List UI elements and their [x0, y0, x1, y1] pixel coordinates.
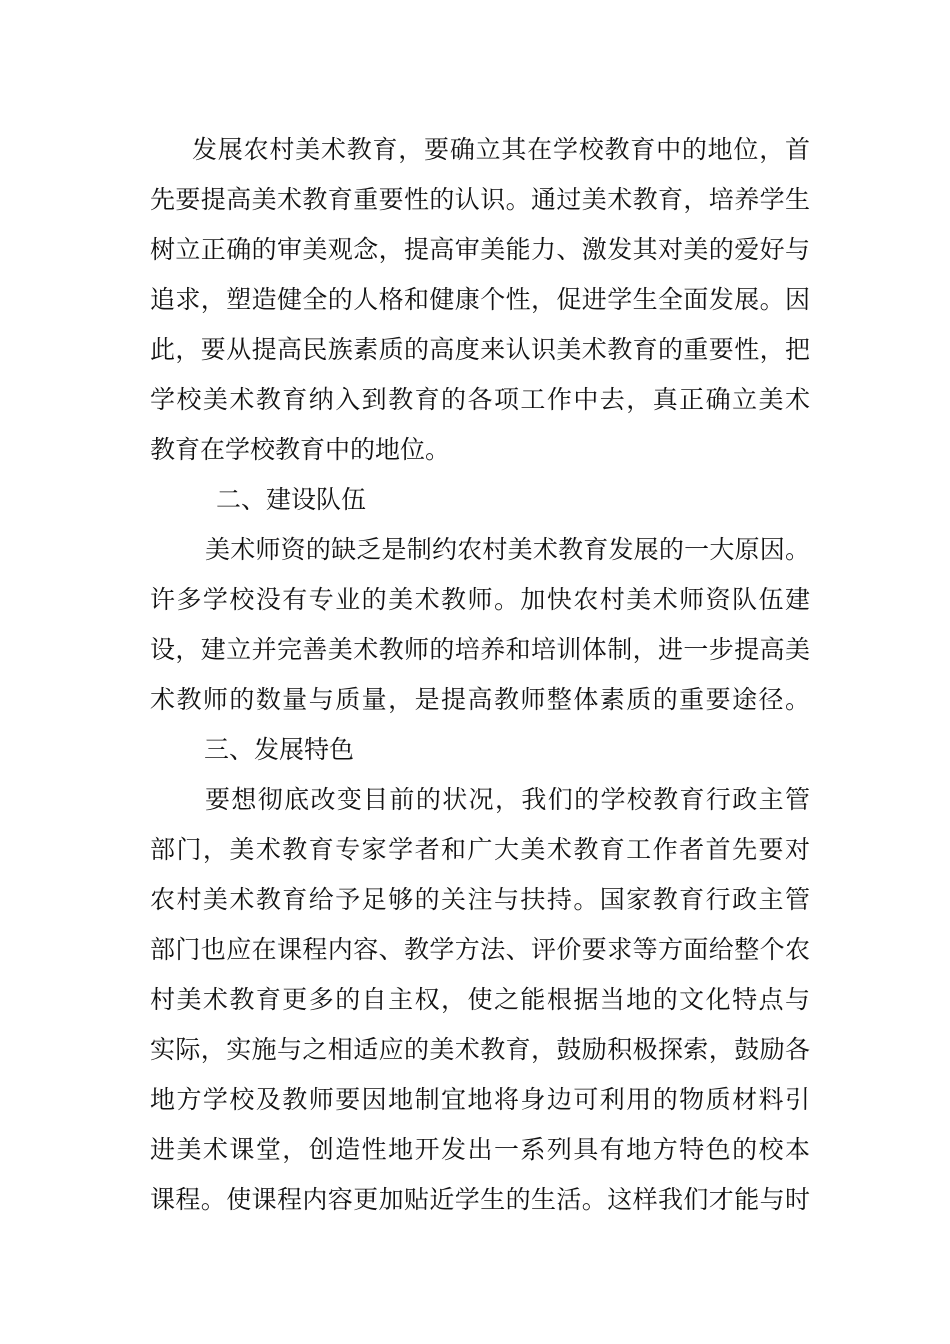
section-heading: 二、建设队伍 — [216, 485, 367, 514]
paragraph-line: 部门也应在课程内容、教学方法、评价要求等方面给整个农 — [150, 935, 810, 964]
paragraph-line: 设，建立并完善美术教师的培养和培训体制，进一步提高美 — [150, 635, 810, 664]
paragraph-line: 教育在学校教育中的地位。 — [150, 435, 451, 464]
paragraph-line: 此，要从提高民族素质的高度来认识美术教育的重要性，把 — [150, 335, 810, 364]
paragraph-line: 美术师资的缺乏是制约农村美术教育发展的一大原因。 — [205, 535, 810, 564]
paragraph-line: 发展农村美术教育，要确立其在学校教育中的地位，首 — [192, 135, 810, 164]
paragraph-line: 部门，美术教育专家学者和广大美术教育工作者首先要对 — [150, 835, 810, 864]
paragraph-line: 要想彻底改变目前的状况，我们的学校教育行政主管 — [205, 785, 810, 814]
paragraph-line: 追求，塑造健全的人格和健康个性，促进学生全面发展。因 — [150, 285, 810, 314]
paragraph-line: 进美术课堂，创造性地开发出一系列具有地方特色的校本 — [150, 1135, 810, 1164]
paragraph-line: 实际，实施与之相适应的美术教育，鼓励积极探索，鼓励各 — [150, 1035, 810, 1064]
paragraph-line: 农村美术教育给予足够的关注与扶持。国家教育行政主管 — [150, 885, 810, 914]
paragraph-line: 树立正确的审美观念，提高审美能力、激发其对美的爱好与 — [150, 235, 810, 264]
paragraph-line: 学校美术教育纳入到教育的各项工作中去，真正确立美术 — [150, 385, 810, 414]
paragraph-line: 术教师的数量与质量，是提高教师整体素质的重要途径。 — [150, 685, 810, 714]
section-heading: 三、发展特色 — [204, 735, 355, 764]
paragraph-line: 许多学校没有专业的美术教师。加快农村美术师资队伍建 — [150, 585, 810, 614]
paragraph-line: 村美术教育更多的自主权，使之能根据当地的文化特点与 — [150, 985, 810, 1014]
paragraph-line: 课程。使课程内容更加贴近学生的生活。这样我们才能与时 — [150, 1185, 810, 1214]
paragraph-line: 先要提高美术教育重要性的认识。通过美术教育，培养学生 — [150, 185, 810, 214]
paragraph-line: 地方学校及教师要因地制宜地将身边可利用的物质材料引 — [150, 1085, 810, 1114]
